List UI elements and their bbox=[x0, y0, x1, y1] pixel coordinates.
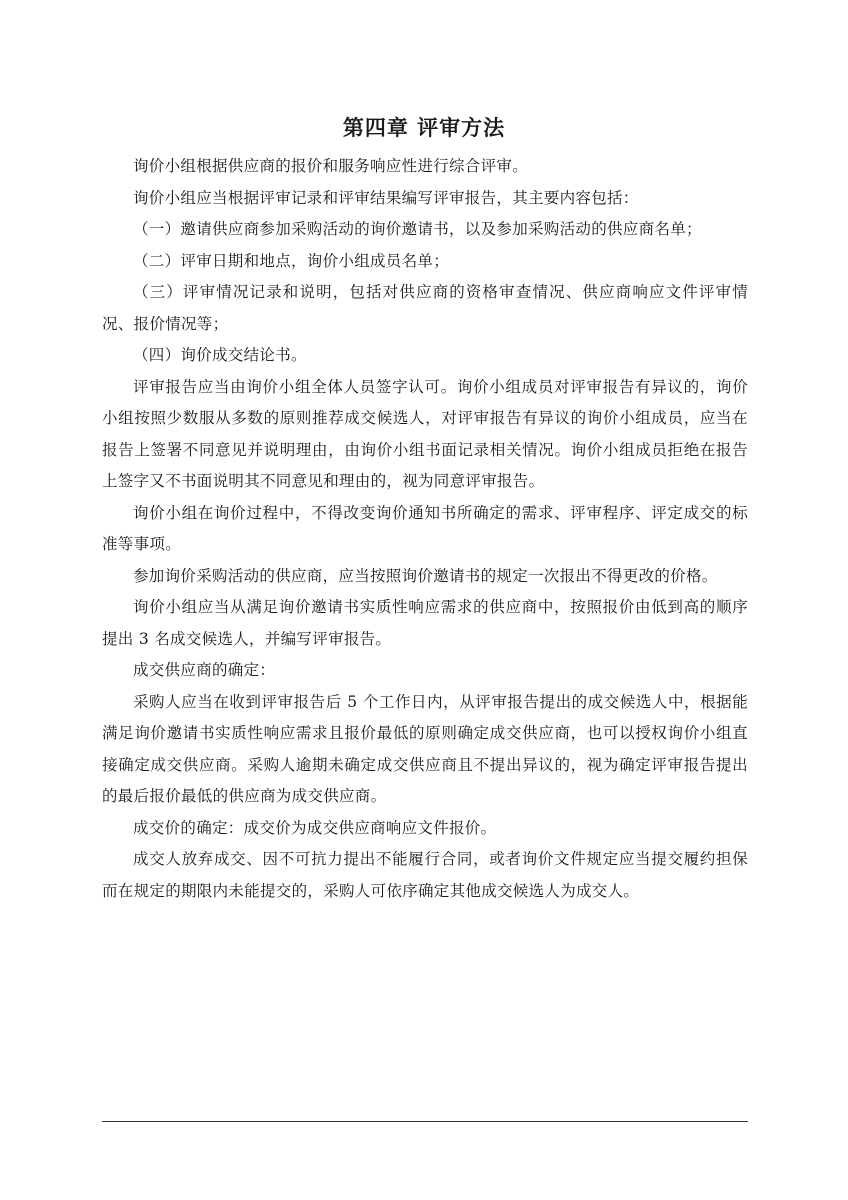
paragraph-report-contents: 询价小组应当根据评审记录和评审结果编写评审报告，其主要内容包括： bbox=[133, 188, 639, 207]
paragraph-intro: 询价小组根据供应商的报价和服务响应性进行综合评审。 bbox=[133, 157, 529, 175]
list-item-4: （四）询价成交结论书。 bbox=[133, 346, 307, 364]
paragraph-one-quote: 参加询价采购活动的供应商，应当按照询价邀请书的规定一次报出不得更改的价格。 bbox=[133, 566, 718, 585]
chapter-title: 第四章 评审方法 bbox=[342, 116, 506, 140]
paragraph-no-change: 询价小组在询价过程中，不得改变询价通知书所确定的需求、评审程序、评定成交的标准等事项。 bbox=[102, 503, 748, 553]
paragraph-abandonment: 成交人放弃成交、因不可抗力提出不能履行合同，或者询价文件规定应当提交履约担保而在规定的期限内未能提交的，采购人可依序确定其他成交候选人为成交人。 bbox=[102, 850, 748, 900]
paragraph-signature: 评审报告应当由询价小组全体人员签字认可。询价小组成员对评审报告有异议的，询价小组按照少数服从多数的原则推荐成交候选人，对评审报告有异议的询价小组成员，应当在报告上签署不同意见并说明理由，由询价小组书面记录相关情况。询价小组成员拒绝在报告上签字又不书面说明其不同意见和理由的，视为同意评审报告。 bbox=[102, 377, 748, 490]
paragraph-candidates: 询价小组应当从满足询价邀请书实质性响应需求的供应商中，按照报价由低到高的顺序提出 3 名成交候选人，并编写评审报告。 bbox=[102, 598, 748, 648]
footer-divider bbox=[102, 1121, 748, 1122]
paragraph-supplier-heading: 成交供应商的确定： bbox=[133, 661, 276, 679]
list-item-2: （二）评审日期和地点，询价小组成员名单； bbox=[133, 251, 450, 270]
list-item-3: （三）评审情况记录和说明，包括对供应商的资格审查情况、供应商响应文件评审情况、报价情况等； bbox=[102, 283, 748, 333]
list-item-1: （一）邀请供应商参加采购活动的询价邀请书，以及参加采购活动的供应商名单； bbox=[133, 220, 702, 238]
paragraph-price-determination: 成交价的确定：成交价为成交供应商响应文件报价。 bbox=[133, 818, 497, 837]
paragraph-supplier-determination: 采购人应当在收到评审报告后 5 个工作日内，从评审报告提出的成交候选人中，根据能满足询价邀请书实质性响应需求且报价最低的原则确定成交供应商，也可以授权询价小组直接确定成交供应商。采购人逾期未确定成交供应商且不提出异议的，视为确定评审报告提出的最后报价最低的供应商为成交供应商。 bbox=[102, 692, 748, 805]
document-body bbox=[102, 151, 748, 907]
